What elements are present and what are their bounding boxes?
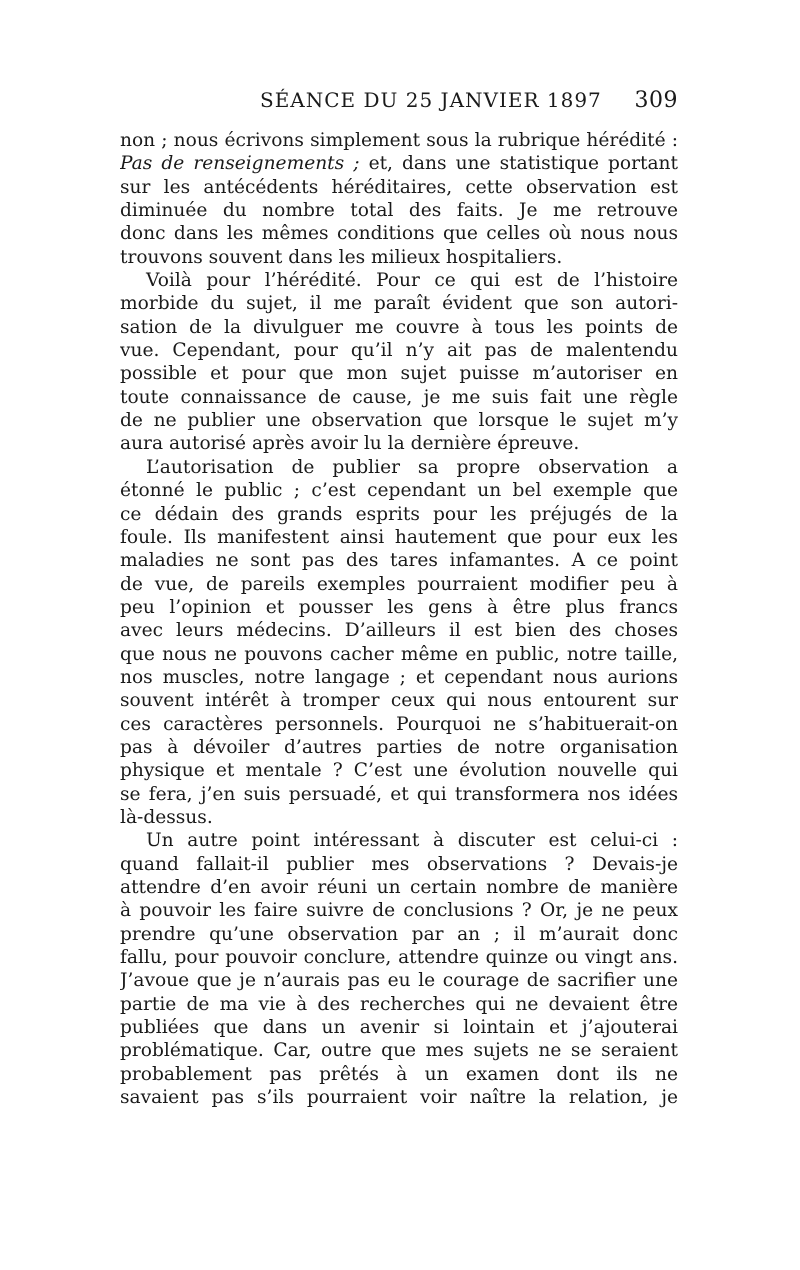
text-line: L’autorisation de publier sa propre observation a — [146, 456, 678, 478]
text-line: morbide du sujet, il me paraît évident que son autori- — [120, 293, 678, 315]
text-line: donc dans les mêmes conditions que celles où nous nous — [120, 223, 678, 245]
paragraph-3 — [120, 456, 678, 830]
text-line: probablement pas prêtés à un examen dont ils ne — [120, 1063, 678, 1085]
text-line: publiées que dans un avenir si lointain et j’ajouterai — [120, 1017, 678, 1039]
text-line: quand fallait-il publier mes observations ? Devais-je — [120, 853, 678, 875]
text-line-rest: et, dans une statistique portant — [359, 153, 678, 175]
text-line: vue. Cependant, pour qu’il n’y ait pas de malentendu — [120, 340, 678, 362]
text-line: étonné le public ; c’est cependant un bel exemple que — [120, 480, 678, 502]
body-text — [120, 129, 678, 1109]
text-line: maladies ne sont pas des tares infamantes. A ce point — [120, 550, 678, 572]
paragraph-4 — [120, 829, 678, 1109]
text-line: Un autre point intéressant à discuter est celui-ci : — [146, 830, 678, 852]
running-head-title: SÉANCE DU 25 JANVIER 1897 — [260, 88, 602, 112]
running-head — [120, 88, 680, 118]
text-line: toute connaissance de cause, je me suis fait une règle — [120, 386, 678, 408]
text-line: de vue, de pareils exemples pourraient modifier peu à — [120, 573, 678, 595]
text-line: que nous ne pouvons cacher même en public, notre taille, — [120, 643, 678, 665]
text-line: ce dédain des grands esprits pour les préjugés de la — [120, 503, 678, 525]
text-line: prendre qu’une observation par an ; il m’aurait donc — [120, 923, 678, 945]
text-line: de ne publier une observation que lorsque le sujet m’y — [120, 410, 678, 432]
text-line: peu l’opinion et pousser les gens à être plus francs — [120, 596, 678, 618]
text-line: là-dessus. — [120, 806, 213, 828]
text-line: fallu, pour pouvoir conclure, attendre quinze ou vingt ans. — [120, 947, 678, 969]
text-line: sation de la divulguer me couvre à tous les points de — [120, 316, 678, 338]
text-line: aura autorisé après avoir lu la dernière épreuve. — [120, 433, 580, 455]
text-line: possible et pour que mon sujet puisse m’autoriser en — [120, 363, 678, 385]
text-line: ces caractères personnels. Pourquoi ne s’habituerait-on — [120, 713, 678, 735]
italic-phrase: Pas de renseignements ; — [120, 153, 360, 175]
text-line: physique et mentale ? C’est une évolution nouvelle qui — [120, 760, 678, 782]
text-line: souvent intérêt à tromper ceux qui nous entourent sur — [120, 690, 678, 712]
text-line: Voilà pour l’hérédité. Pour ce qui est de l’histoire — [146, 270, 678, 292]
text-line: foule. Ils manifestent ainsi hautement que pour eux les — [120, 526, 678, 548]
text-line: à pouvoir les faire suivre de conclusions ? Or, je ne peux — [120, 900, 678, 922]
text-line — [120, 152, 678, 175]
paragraph-1 — [120, 129, 678, 269]
text-line: diminuée du nombre total des faits. Je me retrouve — [120, 200, 678, 222]
text-line: attendre d’en avoir réuni un certain nombre de manière — [120, 877, 678, 898]
page-number: 309 — [634, 88, 678, 113]
text-line: avec leurs médecins. D’ailleurs il est bien des choses — [120, 620, 678, 642]
text-line: pas à dévoiler d’autres parties de notre organisation — [120, 736, 678, 758]
paragraph-2 — [120, 269, 678, 456]
text-line: se fera, j’en suis persuadé, et qui transformera nos idées — [120, 783, 678, 805]
text-line: nos muscles, notre langage ; et cependant nous aurions — [120, 666, 678, 688]
text-line: trouvons souvent dans les milieux hospitaliers. — [120, 246, 563, 268]
text-line: non ; nous écrivons simplement sous la rubrique hérédité : — [120, 130, 678, 151]
text-line: J’avoue que je n’aurais pas eu le courage de sacrifier une — [120, 970, 678, 992]
text-line: savaient pas s’ils pourraient voir naître la relation, je — [120, 1087, 678, 1109]
text-line: partie de ma vie à des recherches qui ne devaient être — [120, 993, 678, 1015]
text-line: sur les antécédents héréditaires, cette observation est — [120, 176, 678, 198]
text-line: problématique. Car, outre que mes sujets ne se seraient — [120, 1040, 678, 1062]
